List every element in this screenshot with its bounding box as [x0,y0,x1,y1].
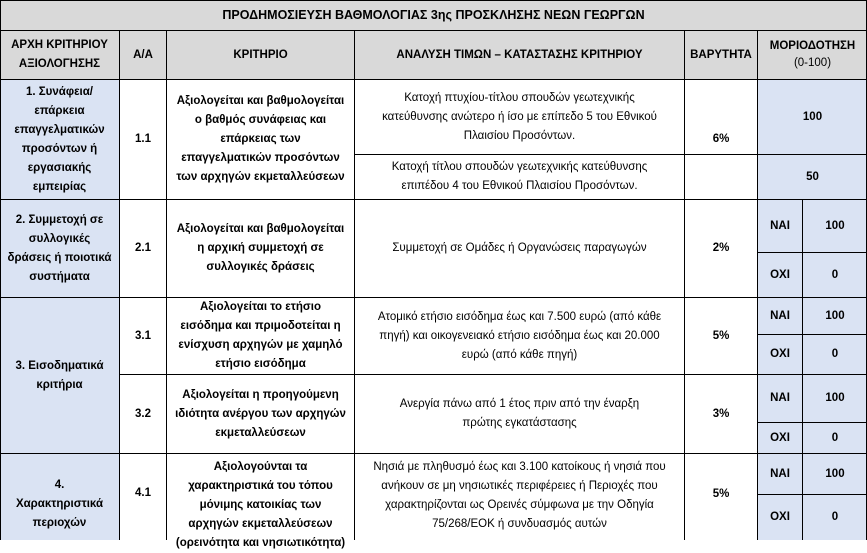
criterion-3-2: Αξιολογείται η προηγούμενη ιδιότητα ανέργου των αρχηγών εκμεταλλεύσεων [175,388,346,439]
principle-3: 3. Εισοδηματικά κριτήρια [0,298,119,453]
yes-label-3-1: ΝΑΙ [758,298,802,334]
no-score-4-1: 0 [803,495,867,540]
yes-score-3-2: 100 [803,375,867,422]
grid-line [757,30,758,540]
header-criterion: ΚΡΙΤΗΡΙΟ [167,31,354,79]
principle-4: 4. Χαρακτηριστικά περιοχών [0,454,119,540]
grid-line [166,30,167,540]
grid-line [354,154,867,155]
analysis-1-1-b: Κατοχή τίτλου σπουδών γεωτεχνικής κατεύθυνσης επιπέδου 4 του Εθνικού Πλαισίου Προσόντων. [391,161,648,192]
aa-1-1: 1.1 [135,133,151,145]
grid-line [119,30,120,540]
page-title: ΠΡΟΔΗΜΟΣΙΕΥΣΗ ΒΑΘΜΟΛΟΓΙΑΣ 3ης ΠΡΟΣΚΛΗΣΗΣ ΝΕΩΝ ΓΕΩΡΓΩΝ [0,0,867,30]
score-1-1-a: 100 [758,80,867,154]
weight-3-2: 3% [712,407,730,420]
grid-line [0,0,1,540]
header-weight: ΒΑΡΥΤΗΤΑ [685,31,757,79]
principle-1: 1. Συνάφεια/επάρκεια επαγγελματικών προσόντων ή εργασιακής εμπειρίας [0,80,119,199]
yes-score-2-1: 100 [803,200,867,252]
header-analysis: ΑΝΑΛΥΣΗ ΤΙΜΩΝ – ΚΑΤΑΣΤΑΣΗΣ ΚΡΙΤΗΡΙΟΥ [355,31,684,79]
header-scoring-range: (0-100) [793,57,832,69]
grid-line [0,297,867,298]
analysis-4-1: Νησιά με πληθυσμό έως και 3.100 κατοίκους ή νησιά που ανήκουν σε μη νησιωτικές περιφέρειες ή Περιοχές που χαρακτηρίζονται ως Ορεινές σύμφωνα με την Οδηγία 75/268/ΕΟΚ ή συνδυασμός αυτών [373,461,666,530]
yes-score-4-1: 100 [803,454,867,494]
aa-3-2: 3.2 [135,407,151,420]
no-label-4-1: ΟΧΙ [758,495,802,540]
criterion-1-1: Αξιολογείται και βαθμολογείται ο βαθμός συνάφειας και επάρκειας των επαγγελματικών προσόντων των αρχηγών εκμεταλλεύσεων [176,95,345,183]
no-label-2-1: ΟΧΙ [758,253,802,297]
header-scoring [758,31,867,79]
no-score-2-1: 0 [803,253,867,297]
criterion-4-1-text: Αξιολογούνται τα χαρακτηριστικά του τόπου μόνιμης κατοικίας των αρχηγών εκμεταλλεύσεων (ορεινότητα και νησιωτικότητα) [175,461,346,549]
aa-4-1: 4.1 [135,487,151,499]
aa-3-1: 3.1 [135,329,151,342]
grid-line [684,30,685,540]
grid-line [757,252,867,253]
yes-label-2-1: ΝΑΙ [758,200,802,252]
criterion-4-1 [167,454,354,549]
header-principle: ΑΡΧΗ ΚΡΙΤΗΡΙΟΥ ΑΞΙΟΛΟΓΗΣΗΣ [0,31,119,79]
score-1-1-b: 50 [758,155,867,199]
yes-label-4-1: ΝΑΙ [758,454,802,494]
principle-2: 2. Συμμετοχή σε συλλογικές δράσεις ή ποιοτικά συστήματα [0,200,119,297]
grid-line [757,494,867,495]
grid-line [802,200,803,540]
grid-line [757,422,867,423]
criterion-3-1: Αξιολογείται το ετήσιο εισόδημα και πριμοδοτείται η ενίσχυση αρχηγών με χαμηλό ετήσιο εισόδημα [178,301,343,370]
grid-line [0,453,867,454]
criterion-2-1: Αξιολογείται και βαθμολογείται η αρχική συμμετοχή σε συλλογικές δράσεις [176,223,345,273]
grid-line [354,30,355,540]
no-label-3-1: ΟΧΙ [758,335,802,374]
no-label-3-2: ΟΧΙ [758,423,802,453]
header-scoring-label: ΜΟΡΙΟΔΟΤΗΣΗ [769,40,856,52]
header-aa: Α/Α [120,31,166,79]
grid-line [119,374,867,375]
no-score-3-2: 0 [803,423,867,453]
no-score-3-1: 0 [803,335,867,374]
aa-2-1: 2.1 [135,242,151,254]
grid-line [0,199,867,200]
grid-line [0,30,867,31]
yes-score-3-1: 100 [803,298,867,334]
analysis-2-1: Συμμετοχή σε Ομάδες ή Οργανώσεις παραγωγών [392,242,647,254]
grid-line [0,0,867,1]
grid-line [757,334,867,335]
weight-3-1: 5% [712,329,730,342]
analysis-3-2: Ανεργία πάνω από 1 έτος πριν από την έναρξη πρώτης εγκατάστασης [399,398,640,429]
analysis-3-1: Ατομικό ετήσιο εισόδημα έως και 7.500 ευρώ (από κάθε πηγή) και οικογενειακό ετήσιο εισόδημα έως και 20.000 ευρώ (από κάθε πηγή) [377,310,662,361]
weight-1-1: 6% [712,133,730,145]
analysis-1-1-a: Κατοχή πτυχίου-τίτλου σπουδών γεωτεχνικής κατεύθυνσης ανώτερο ή ίσο με επίπεδο 5 του Εθνικού Πλαισίου Προσόντων. [382,91,657,142]
weight-4-1: 5% [712,488,730,500]
grid-line [0,79,867,80]
weight-2-1: 2% [712,242,730,254]
yes-label-3-2: ΝΑΙ [758,375,802,422]
